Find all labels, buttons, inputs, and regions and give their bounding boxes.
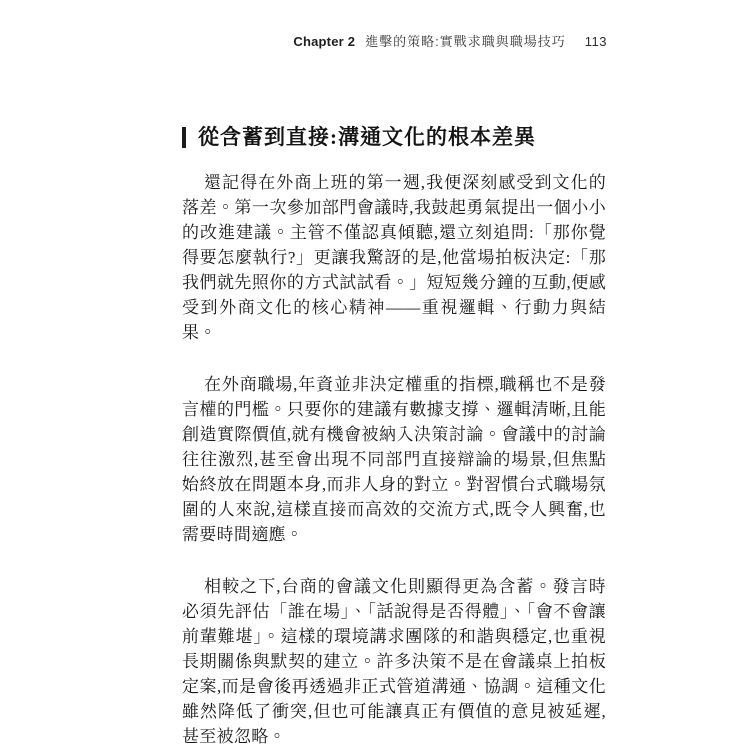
running-header — [0, 34, 607, 50]
chapter-label: Chapter 2 — [293, 34, 356, 49]
paragraph-1: 還記得在外商上班的第一週,我便深刻感受到文化的落差。第一次參加部門會議時,我鼓起勇氣提出一個小小的改進建議。主管不僅認真傾聽,還立刻追問:「那你覺得要怎麼執行?」更讓我驚訝的是,他當場拍板決定:「那我們就先照你的方式試試看。」短短幾分鐘的互動,便感受到外商文化的核心精神——重視邏輯、行動力與結果。 — [182, 173, 606, 342]
section-heading — [182, 124, 606, 150]
paragraph-2: 在外商職場,年資並非決定權重的指標,職稱也不是發言權的門檻。只要你的建議有數據支撐、邏輯清晰,且能創造實際價值,就有機會被納入決策討論。會議中的討論往往激烈,甚至會出現不同部門直接辯論的場景,但焦點始終放在問題本身,而非人身的對立。對習慣台式職場氛圍的人來說,這樣直接而高效的交流方式,既令人興奮,也需要時間適應。 — [182, 375, 606, 544]
chapter-title: 進擊的策略:實戰求職與職場技巧 — [365, 34, 566, 49]
page-number: 113 — [584, 34, 607, 49]
body-text — [182, 170, 606, 749]
accent-bar — [182, 127, 186, 148]
text-column — [182, 124, 606, 749]
paragraph-3: 相較之下,台商的會議文化則顯得更為含蓄。發言時必須先評估「誰在場」、「話說得是否得體」、「會不會讓前輩難堪」。這樣的環境講求團隊的和諧與穩定,也重視長期關係與默契的建立。許多決策不是在會議桌上拍板定案,而是會後再透過非正式管道溝通、協調。這種文化雖然降低了衝突,但也可能讓真正有價值的意見被延遲,甚至被忽略。 — [182, 577, 606, 746]
section-title: 從含蓄到直接:溝通文化的根本差異 — [198, 125, 536, 149]
